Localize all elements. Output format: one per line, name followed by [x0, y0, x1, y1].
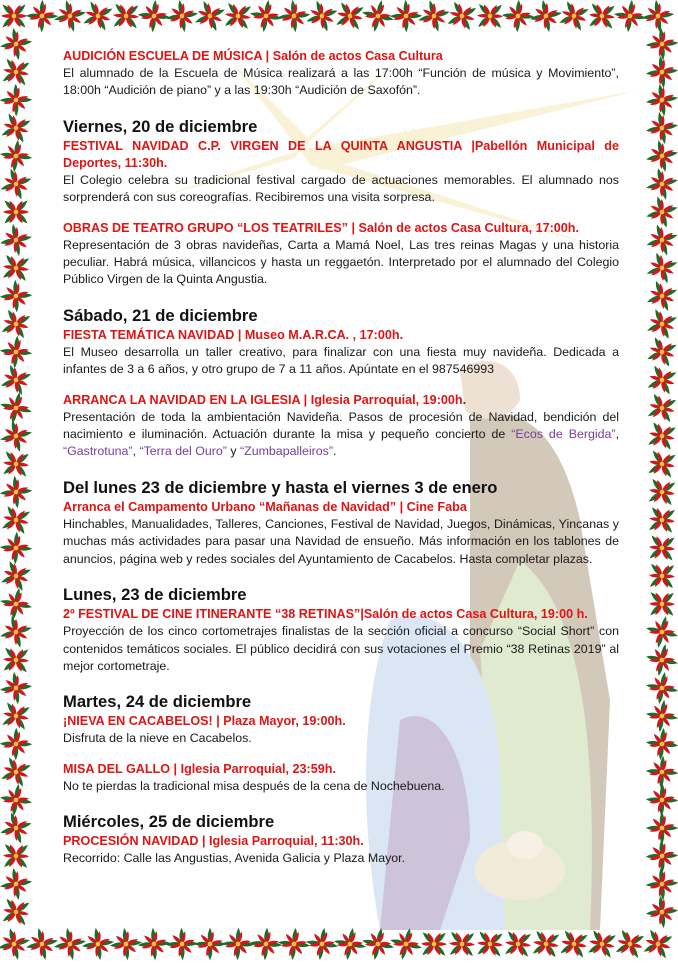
event-festival-navidad — [63, 138, 619, 207]
poinsettia-icon — [23, 0, 60, 35]
day-heading-sabado: Sábado, 21 de diciembre — [63, 305, 258, 325]
poinsettia-icon — [0, 755, 33, 789]
poinsettia-icon — [0, 418, 34, 454]
poinsettia-icon — [80, 926, 117, 960]
poinsettia-icon — [0, 866, 34, 903]
poinsettia-icon — [643, 809, 678, 846]
group-ecos-de-bergida: “Ecos de Bergida” — [511, 427, 616, 442]
poinsettia-icon — [448, 930, 476, 958]
poinsettia-icon — [644, 26, 678, 63]
poinsettia-icon — [193, 0, 227, 33]
poinsettia-icon — [164, 0, 201, 34]
poinsettia-icon — [248, 926, 285, 960]
poinsettia-icon — [647, 505, 676, 534]
event-procesion-navidad — [63, 833, 619, 867]
poinsettia-icon — [647, 449, 678, 480]
poinsettia-icon — [643, 781, 678, 818]
poinsettia-icon — [644, 166, 678, 202]
poinsettia-icon — [387, 0, 424, 35]
poinsettia-icon — [0, 586, 34, 622]
poinsettia-icon — [0, 308, 32, 340]
poinsettia-icon — [559, 929, 590, 960]
poinsettia-icon — [476, 2, 503, 29]
poinsettia-icon — [360, 0, 396, 34]
event-description: Proyección de los cinco cortometrajes finalistas de la sección oficial a concurso “Social Short” con contenidos temáticos sociales. El público decidirá con sus votaciones el Premio “38 Retinas 2019” al mejor cortometraje. — [63, 624, 619, 673]
poinsettia-icon — [643, 837, 678, 874]
event-misa-del-gallo — [63, 761, 619, 795]
poinsettia-icon — [248, 0, 285, 34]
group-gastrotuna: “Gastrotuna” — [63, 444, 133, 459]
event-festival-cine — [63, 606, 619, 675]
poinsettia-icon — [648, 534, 676, 562]
poinsettia-icon — [647, 477, 677, 507]
poinsettia-icon — [136, 0, 173, 34]
poinsettia-icon — [645, 251, 678, 286]
poinsettia-icon — [3, 199, 29, 225]
event-title: FESTIVAL NAVIDAD C.P. VIRGEN DE LA QUINTA ANGUSTIA |Pabellón Municipal de Deportes, 11:30h. — [63, 138, 619, 170]
poinsettia-icon — [0, 138, 34, 175]
event-title: 2º FESTIVAL DE CINE ITINERANTE “38 RETINAS”|Salón de actos Casa Cultura, 19:00 h. — [63, 607, 588, 622]
poinsettia-icon — [644, 222, 678, 257]
poinsettia-icon — [649, 591, 676, 618]
poinsettia-icon — [614, 928, 646, 960]
poinsettia-icon — [644, 698, 678, 735]
poinsettia-icon — [421, 931, 448, 958]
poinsettia-icon — [0, 725, 35, 762]
event-nieva-cacabelos — [63, 713, 619, 747]
poinsettia-icon — [0, 474, 34, 511]
poinsettia-icon — [500, 0, 537, 34]
poinsettia-icon — [416, 0, 452, 34]
event-description: Disfruta de la nieve en Cacabelos. — [63, 731, 252, 746]
poinsettia-icon — [644, 54, 678, 91]
poinsettia-icon — [646, 364, 678, 397]
event-description: Representación de 3 obras navideñas, Carta a Mamá Noel, Las tres reinas Magas y una historia peculiar. Habrá música, villancicos y hasta un reggaetón. Interpretado por el alumnado del Colegio Público Virgen de la Quinta Angustia. — [63, 237, 619, 287]
event-description: El alumnado de la Escuela de Música realizará a las 17:00h “Función de música y Movimiento”, 18:00h “Audición de piano” y a las 19:30h “Audición de Saxofón”. — [63, 66, 619, 98]
poinsettia-icon — [2, 842, 29, 869]
day-heading-viernes: Viernes, 20 de diciembre — [63, 116, 258, 136]
poinsettia-icon — [223, 1, 253, 31]
poinsettia-icon — [52, 926, 88, 960]
event-title: MISA DEL GALLO | Iglesia Parroquial, 23:59h. — [63, 761, 336, 776]
poinsettia-icon — [646, 392, 678, 424]
poinsettia-icon — [163, 925, 200, 960]
poinsettia-icon — [0, 390, 34, 426]
poinsettia-icon — [0, 278, 34, 315]
poinsettia-icon — [0, 670, 34, 707]
poinsettia-icon — [645, 307, 678, 341]
poinsettia-icon — [304, 926, 341, 960]
poinsettia-icon — [191, 925, 228, 960]
poinsettia-icon — [0, 926, 32, 960]
poinsettia-icon — [476, 930, 504, 958]
poinsettia-icon — [644, 82, 678, 119]
event-navidad-iglesia — [63, 392, 619, 461]
group-zumbapalleiros: “Zumbapalleiros” — [240, 444, 333, 459]
day-heading-martes: Martes, 24 de diciembre — [63, 692, 252, 712]
poinsettia-icon — [2, 450, 31, 479]
poinsettia-icon — [0, 700, 31, 731]
poinsettia-icon — [644, 614, 678, 650]
poinsettia-icon — [52, 0, 88, 34]
poinsettia-icon — [334, 0, 365, 31]
poinsettia-icon — [276, 0, 313, 34]
event-fiesta-tematica — [63, 327, 619, 379]
poinsettia-icon — [644, 726, 678, 763]
event-audicion — [63, 48, 619, 100]
event-title: ARRANCA LA NAVIDAD EN LA IGLESIA | Iglesia Parroquial, 19:00h. — [63, 392, 467, 407]
poinsettia-icon — [531, 929, 561, 959]
poinsettia-icon — [332, 926, 368, 960]
poinsettia-icon — [612, 0, 649, 34]
poinsettia-icon — [1, 253, 31, 283]
group-terra-del-ouro: “Terra del Ouro” — [139, 444, 227, 459]
poinsettia-icon — [2, 646, 30, 674]
event-title: ¡NIEVA EN CACABELOS! | Plaza Mayor, 19:00h. — [63, 714, 346, 729]
poinsettia-icon — [640, 0, 677, 34]
poinsettia-icon — [644, 754, 678, 791]
event-title: Arranca el Campamento Urbano “Mañanas de Navidad” | Cine Faba — [63, 499, 467, 514]
poinsettia-icon — [136, 926, 173, 960]
event-description: El Colegio celebra su tradicional festival cargado de actuaciones memorables. El alumnado nos sorprenderá con sus coreografías. Recibiremos una visita sorpresa. — [63, 172, 619, 205]
poinsettia-icon — [503, 929, 532, 958]
event-obras-teatro — [63, 220, 619, 289]
poinsettia-icon — [642, 928, 675, 960]
poinsettia-icon — [0, 166, 34, 201]
poinsettia-icon — [644, 110, 678, 146]
poinsettia-icon — [0, 334, 34, 371]
poinsettia-icon — [0, 782, 34, 819]
poinsettia-icon — [24, 926, 60, 960]
poinsettia-icon — [388, 926, 424, 960]
event-title: PROCESIÓN NAVIDAD | Iglesia Parroquial, 11:30h. — [63, 834, 364, 849]
poinsettia-icon — [557, 0, 591, 33]
event-description: No te pierdas la tradicional misa después de la cena de Nochebuena. — [63, 778, 445, 793]
poinsettia-icon — [588, 2, 617, 31]
poinsettia-icon — [446, 0, 478, 32]
poinsettia-icon — [1, 57, 31, 87]
poinsettia-icon — [648, 562, 676, 590]
poinsettia-icon — [219, 925, 256, 960]
poinsettia-icon — [360, 926, 396, 960]
poinsettia-icon — [646, 420, 677, 451]
poinsettia-icon — [0, 810, 34, 845]
poinsettia-icon — [304, 0, 339, 34]
day-heading-campamento: Del lunes 23 de diciembre y hasta el viernes 3 de enero — [63, 477, 498, 497]
poinsettia-icon — [644, 194, 678, 230]
poinsettia-icon — [0, 26, 34, 63]
poinsettia-icon — [0, 81, 35, 118]
event-title: AUDICIÓN ESCUELA DE MÚSICA | Salón de actos Casa Cultura — [63, 49, 443, 63]
poinsettia-icon — [586, 928, 617, 959]
event-campamento-urbano — [63, 499, 619, 568]
poinsettia-icon — [645, 279, 678, 313]
poinsettia-icon — [644, 138, 678, 174]
poinsettia-icon — [0, 222, 34, 258]
poinsettia-icon — [0, 111, 33, 144]
poinsettia-icon — [644, 866, 678, 903]
poinsettia-icon — [0, 504, 32, 536]
event-description: Hinchables, Manualidades, Talleres, Canciones, Festival de Navidad, Juegos, Dinámicas, Yincanas y muchas más actividades para pasar una Navidad de ensueño. Más información en los tablones de anuncios, página web y redes sociales del Ayuntamiento de Cacabelos. Hasta completar plazas. — [63, 516, 619, 566]
poinsettia-icon — [112, 2, 140, 30]
event-description: Presentación de toda la ambientación Navideña. Pasos de procesión de Navidad, bendición del nacimiento e iluminación. Actuación durante la misa y pequeño concierto de “Ecos de Bergida”, “Gastrotuna”, “Terra del Ouro” y “Zumbapalleiros”. — [63, 409, 620, 459]
poinsettia-icon — [1, 897, 31, 927]
poinsettia-icon — [528, 0, 564, 34]
poinsettia-icon — [276, 926, 313, 960]
poinsettia-icon — [108, 926, 145, 960]
day-heading-miercoles: Miércoles, 25 de diciembre — [63, 812, 275, 832]
poinsettia-icon — [0, 614, 34, 650]
poinsettia-icon — [644, 894, 678, 931]
poinsettia-icon — [645, 335, 678, 368]
day-heading-lunes: Lunes, 23 de diciembre — [63, 585, 247, 605]
event-description: El Museo desarrolla un taller creativo, para finalizar con una fiesta muy navideña. Dedicada a infantes de 3 a 6 años, y otro grupo de 7 a 11 años. Apúntate en el 987546993 — [63, 344, 619, 377]
event-description: Recorrido: Calle las Angustias, Avenida Galicia y Plaza Mayor. — [63, 851, 406, 866]
poinsettia-icon — [0, 363, 33, 398]
program-page — [63, 48, 619, 918]
event-title: FIESTA TEMÁTICA NAVIDAD | Museo M.A.R.CA. , 17:00h. — [63, 327, 404, 342]
poinsettia-icon — [0, 559, 33, 593]
poinsettia-icon — [0, 530, 34, 567]
poinsettia-icon — [644, 642, 678, 678]
event-title: OBRAS DE TEATRO GRUPO “LOS TEATRILES” | Salón de actos Casa Cultura, 17:00h. — [63, 220, 579, 235]
poinsettia-icon — [644, 670, 678, 706]
poinsettia-icon — [1, 3, 27, 29]
poinsettia-icon — [81, 0, 114, 33]
